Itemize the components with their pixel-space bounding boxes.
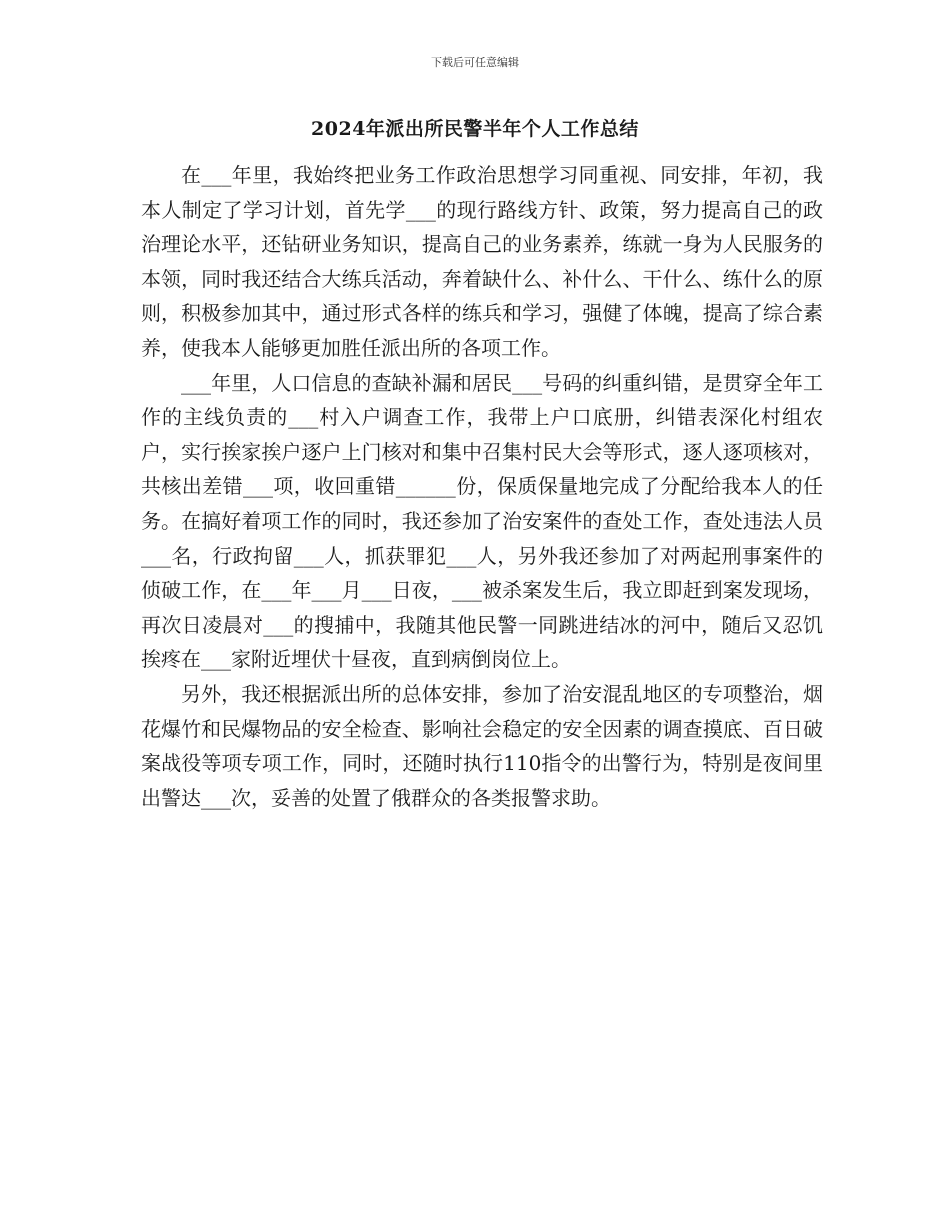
- document-title: 2024年派出所民警半年个人工作总结: [311, 118, 639, 140]
- paragraph-1: 在___年里，我始终把业务工作政治思想学习同重视、同安排，年初，我本人制定了学习计划，首先学___的现行路线方针、政策，努力提高自己的政治理论水平，还钻研业务知识，提高自己的业务素养，练就一身为人民服务的本领，同时我还结合大练兵活动，奔着缺什么、补什么、干什么、练什么的原则，积极参加其中，通过形式各样的练兵和学习，强健了体魄，提高了综合素养，使我本人能够更加胜任派出所的各项工作。: [141, 163, 823, 360]
- paragraph-2: ___年里，人口信息的查缺补漏和居民___号码的纠重纠错，是贯穿全年工作的主线负责的___村入户调查工作，我带上户口底册，纠错表深化村组农户，实行挨家挨户逐户上门核对和集中召集村民大会等形式，逐人逐项核对，共核出差错___项，收回重错______份，保质保量地完成了分配给我本人的任务。在搞好着项工作的同时，我还参加了治安案件的查处工作，查处违法人员___名，行政拘留___人，抓获罪犯___人，另外我还参加了对两起刑事案件的侦破工作，在___年___月___日夜，___被杀案发生后，我立即赶到案发现场，再次日凌晨对___的搜捕中，我随其他民警一同跳进结冰的河中，随后又忍饥挨疼在___家附近埋伏十昼夜，直到病倒岗位上。: [141, 370, 823, 672]
- header-note: 下载后可任意编辑: [431, 56, 519, 69]
- paragraph-3: 另外，我还根据派出所的总体安排，参加了治安混乱地区的专项整治，烟花爆竹和民爆物品的安全检查、影响社会稳定的安全因素的调查摸底、百日破案战役等项专项工作，同时，还随时执行110指令的出警行为，特别是夜间里出警达___次，妥善的处置了俄群众的各类报警求助。: [141, 681, 823, 810]
- document-body: [141, 158, 823, 815]
